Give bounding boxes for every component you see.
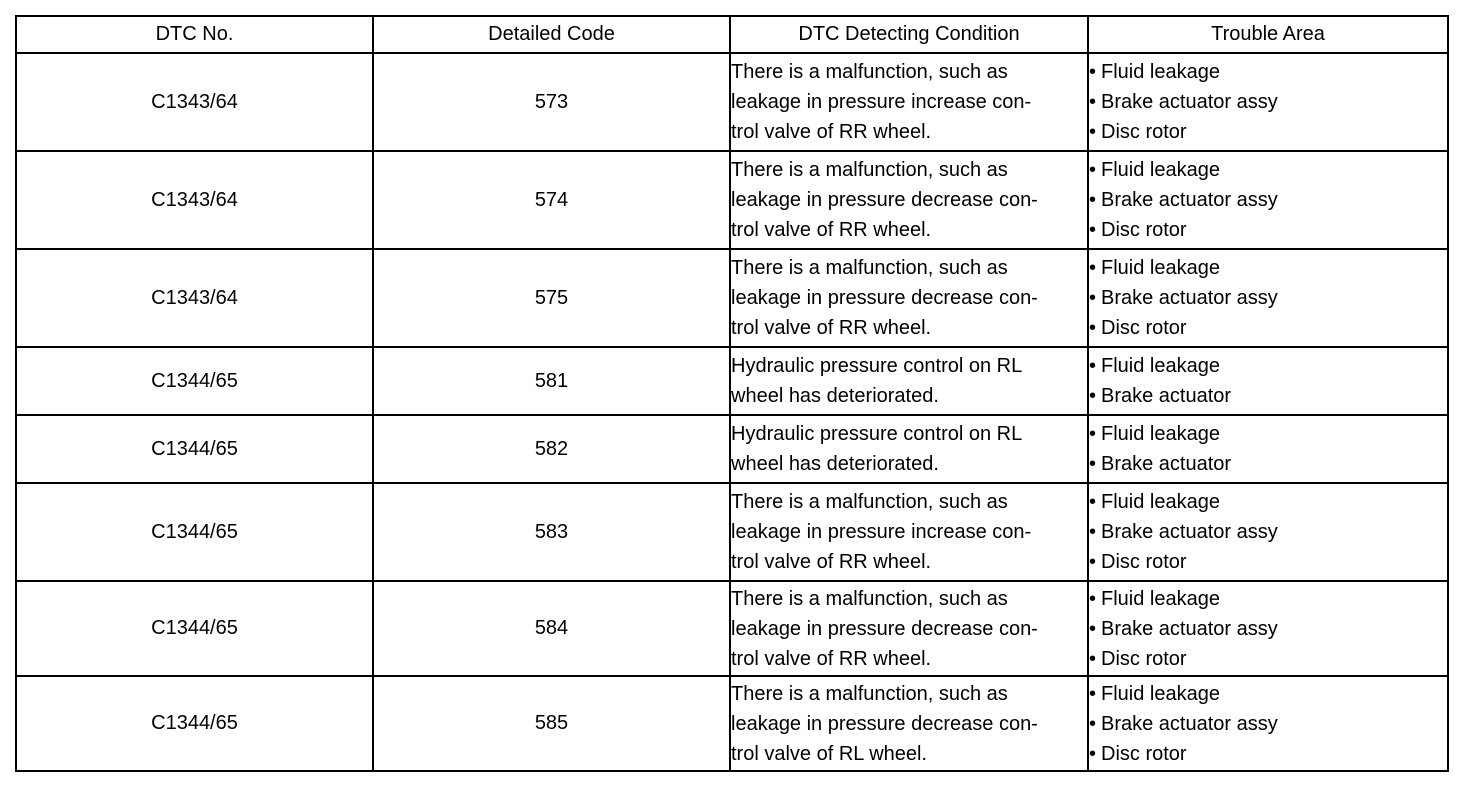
bullet-icon: • xyxy=(1089,219,1097,241)
trouble-area-text: Disc rotor xyxy=(1101,551,1187,573)
trouble-area-text: Brake actuator assy xyxy=(1101,712,1278,735)
table-row xyxy=(16,151,1448,249)
condition-line: Hydraulic pressure control on RL xyxy=(731,355,1023,377)
dtc-number-cell: C1344/65 xyxy=(16,483,373,581)
detailed-code-cell: 574 xyxy=(373,151,730,249)
trouble-area-item xyxy=(1089,644,1447,674)
bullet-icon: • xyxy=(1089,61,1097,83)
bullet-icon: • xyxy=(1089,491,1097,513)
table-header xyxy=(16,16,1448,53)
detailed-code-cell: 585 xyxy=(373,676,730,771)
trouble-area-cell xyxy=(1088,249,1448,347)
dtc-number-cell: C1344/65 xyxy=(16,347,373,415)
bullet-icon: • xyxy=(1089,257,1097,279)
trouble-area-cell xyxy=(1088,483,1448,581)
trouble-area-text: Fluid leakage xyxy=(1101,587,1220,610)
bullet-icon: • xyxy=(1089,742,1097,765)
bullet-icon: • xyxy=(1089,423,1097,445)
condition-line: wheel has deteriorated. xyxy=(731,385,939,407)
bullet-icon: • xyxy=(1089,355,1097,377)
condition-line: leakage in pressure decrease con- xyxy=(731,189,1038,211)
trouble-area-item xyxy=(1089,584,1447,614)
trouble-area-text: Brake actuator assy xyxy=(1101,617,1278,640)
condition-line: trol valve of RR wheel. xyxy=(731,121,932,143)
detailed-code-cell: 575 xyxy=(373,249,730,347)
table-row xyxy=(16,581,1448,676)
condition-line: leakage in pressure decrease con- xyxy=(731,617,1038,640)
bullet-icon: • xyxy=(1089,189,1097,211)
dtc-number-cell: C1344/65 xyxy=(16,581,373,676)
condition-line: trol valve of RR wheel. xyxy=(731,647,932,670)
detecting-condition-cell xyxy=(730,249,1088,347)
table-body xyxy=(16,53,1448,771)
condition-line: trol valve of RR wheel. xyxy=(731,317,932,339)
trouble-area-item xyxy=(1089,547,1447,577)
table-row xyxy=(16,347,1448,415)
trouble-area-item xyxy=(1089,419,1447,449)
trouble-area-item xyxy=(1089,185,1447,215)
detecting-condition-cell xyxy=(730,676,1088,771)
trouble-area-cell xyxy=(1088,581,1448,676)
table-row xyxy=(16,676,1448,771)
detailed-code-cell: 582 xyxy=(373,415,730,483)
condition-line: wheel has deteriorated. xyxy=(731,453,939,475)
dtc-number-cell: C1343/64 xyxy=(16,151,373,249)
trouble-area-text: Disc rotor xyxy=(1101,219,1187,241)
trouble-area-item xyxy=(1089,117,1447,147)
bullet-icon: • xyxy=(1089,453,1097,475)
trouble-area-text: Brake actuator assy xyxy=(1101,521,1278,543)
detecting-condition-cell xyxy=(730,53,1088,151)
table-row xyxy=(16,415,1448,483)
trouble-area-item xyxy=(1089,381,1447,411)
trouble-area-item xyxy=(1089,517,1447,547)
bullet-icon: • xyxy=(1089,385,1097,407)
detailed-code-cell: 573 xyxy=(373,53,730,151)
header-dtc-no: DTC No. xyxy=(16,16,373,53)
trouble-area-text: Disc rotor xyxy=(1101,647,1187,670)
bullet-icon: • xyxy=(1089,551,1097,573)
condition-line: There is a malfunction, such as xyxy=(731,682,1008,705)
condition-line: trol valve of RL wheel. xyxy=(731,742,928,765)
trouble-area-item xyxy=(1089,253,1447,283)
trouble-area-text: Fluid leakage xyxy=(1101,61,1220,83)
bullet-icon: • xyxy=(1089,287,1097,309)
trouble-area-text: Disc rotor xyxy=(1101,121,1187,143)
trouble-area-cell xyxy=(1088,347,1448,415)
trouble-area-item xyxy=(1089,709,1447,739)
trouble-area-text: Disc rotor xyxy=(1101,317,1187,339)
condition-line: trol valve of RR wheel. xyxy=(731,551,932,573)
bullet-icon: • xyxy=(1089,121,1097,143)
detailed-code-cell: 583 xyxy=(373,483,730,581)
trouble-area-cell xyxy=(1088,53,1448,151)
detecting-condition-cell xyxy=(730,347,1088,415)
trouble-area-item xyxy=(1089,215,1447,245)
condition-line: leakage in pressure increase con- xyxy=(731,521,1032,543)
detecting-condition-cell xyxy=(730,151,1088,249)
condition-line: There is a malfunction, such as xyxy=(731,61,1008,83)
trouble-area-text: Fluid leakage xyxy=(1101,257,1220,279)
trouble-area-cell xyxy=(1088,415,1448,483)
trouble-area-text: Fluid leakage xyxy=(1101,423,1220,445)
bullet-icon: • xyxy=(1089,682,1097,705)
trouble-area-item xyxy=(1089,739,1447,769)
condition-line: leakage in pressure increase con- xyxy=(731,91,1032,113)
trouble-area-cell xyxy=(1088,151,1448,249)
trouble-area-item xyxy=(1089,57,1447,87)
trouble-area-text: Brake actuator assy xyxy=(1101,91,1278,113)
detecting-condition-cell xyxy=(730,415,1088,483)
dtc-table xyxy=(15,15,1449,772)
trouble-area-text: Brake actuator assy xyxy=(1101,189,1278,211)
bullet-icon: • xyxy=(1089,647,1097,670)
bullet-icon: • xyxy=(1089,159,1097,181)
trouble-area-text: Brake actuator xyxy=(1101,453,1232,475)
trouble-area-item xyxy=(1089,449,1447,479)
trouble-area-text: Brake actuator xyxy=(1101,385,1232,407)
detailed-code-cell: 584 xyxy=(373,581,730,676)
condition-line: There is a malfunction, such as xyxy=(731,257,1008,279)
bullet-icon: • xyxy=(1089,91,1097,113)
trouble-area-text: Fluid leakage xyxy=(1101,682,1220,705)
trouble-area-cell xyxy=(1088,676,1448,771)
trouble-area-item xyxy=(1089,487,1447,517)
header-row xyxy=(16,16,1448,53)
dtc-number-cell: C1344/65 xyxy=(16,676,373,771)
trouble-area-text: Fluid leakage xyxy=(1101,491,1220,513)
trouble-area-text: Brake actuator assy xyxy=(1101,287,1278,309)
condition-line: There is a malfunction, such as xyxy=(731,159,1008,181)
trouble-area-text: Fluid leakage xyxy=(1101,159,1220,181)
table-row xyxy=(16,483,1448,581)
trouble-area-item xyxy=(1089,614,1447,644)
dtc-number-cell: C1343/64 xyxy=(16,249,373,347)
condition-line: There is a malfunction, such as xyxy=(731,587,1008,610)
condition-line: leakage in pressure decrease con- xyxy=(731,287,1038,309)
trouble-area-item xyxy=(1089,679,1447,709)
dtc-number-cell: C1343/64 xyxy=(16,53,373,151)
trouble-area-item xyxy=(1089,351,1447,381)
bullet-icon: • xyxy=(1089,617,1097,640)
dtc-number-cell: C1344/65 xyxy=(16,415,373,483)
condition-line: Hydraulic pressure control on RL xyxy=(731,423,1023,445)
trouble-area-text: Fluid leakage xyxy=(1101,355,1220,377)
trouble-area-item xyxy=(1089,155,1447,185)
trouble-area-item xyxy=(1089,283,1447,313)
bullet-icon: • xyxy=(1089,712,1097,735)
header-trouble-area: Trouble Area xyxy=(1088,16,1448,53)
detecting-condition-cell xyxy=(730,581,1088,676)
bullet-icon: • xyxy=(1089,317,1097,339)
header-detecting-condition: DTC Detecting Condition xyxy=(730,16,1088,53)
header-detailed-code: Detailed Code xyxy=(373,16,730,53)
detailed-code-cell: 581 xyxy=(373,347,730,415)
condition-line: trol valve of RR wheel. xyxy=(731,219,932,241)
bullet-icon: • xyxy=(1089,521,1097,543)
condition-line: leakage in pressure decrease con- xyxy=(731,712,1038,735)
trouble-area-text: Disc rotor xyxy=(1101,742,1187,765)
trouble-area-item xyxy=(1089,313,1447,343)
condition-line: There is a malfunction, such as xyxy=(731,491,1008,513)
table-row xyxy=(16,249,1448,347)
bullet-icon: • xyxy=(1089,587,1097,610)
detecting-condition-cell xyxy=(730,483,1088,581)
trouble-area-item xyxy=(1089,87,1447,117)
table-row xyxy=(16,53,1448,151)
